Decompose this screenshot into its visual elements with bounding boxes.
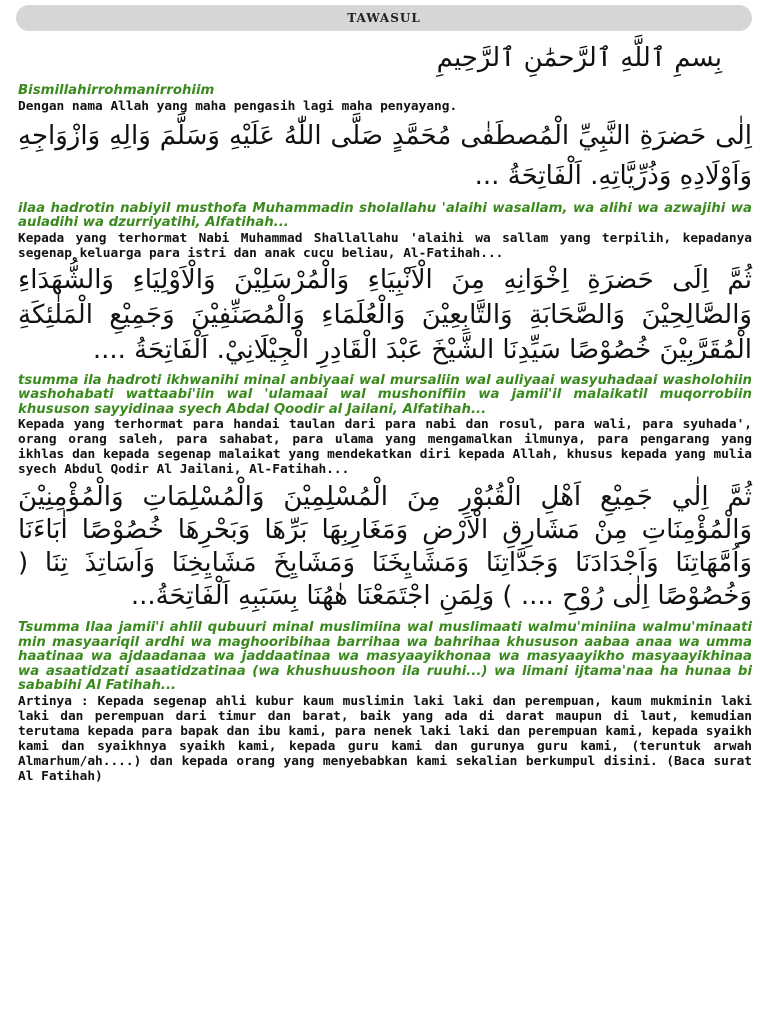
page-title: TAWASUL — [347, 11, 421, 25]
title-bar — [16, 5, 752, 31]
arabic-text: اِلٰى حَضرَةِ النَّبِيِّ الْمُصطَفٰى مُحَمَّدٍ صَلَّى اللّٰهُ عَلَيْهِ وَسَلَّمَ وَالِهِ وَازْوَاجِهِ وَاَوْلَادِهِ وَذُرِّيَّاتِهِ. اَلْفَاتِحَةُ ... — [18, 120, 752, 191]
section-tawasul-nabi — [18, 116, 752, 261]
translation-text: Kepada yang terhormat Nabi Muhammad Shallallahu 'alaihi wa sallam yang terpilih, kepadanya segenap keluarga para istri dan anak cucu beliau, Al-Fatihah... — [18, 230, 752, 261]
section-basmalah — [18, 36, 752, 114]
document-body — [18, 36, 752, 784]
latin-transliteration: Tsumma Ilaa jamii'i ahlil qubuuri minal muslimiina wal muslimaati walmu'miniina walmu'minaati min masyaariqil ardhi wa maghooribihaa barrihaa wa bahrihaa khususon aabaa anaa wa umma haatinaa wa ajdaadanaa wa jaddaatinaa wa masyaayikhonaa wa masyaayikho masyaayikhinaa wa asaatidzati asaatidzatinaa (wa khushuushoon ila ruuhi...) wa limani ijtama'naa ha hunaa bi sababihi Al Fatihah... — [18, 620, 752, 693]
arabic-text: ثُمَّ اِلَى حَضرَةِ اِخْوَانِهِ مِنَ الْاَنْبِيَاءِ وَالْمُرْسَلِيْنَ وَالْاَوْلِيَاءِ وَالشُّهَدَاءِ وَالصَّالِحِيْنَ وَالصَّحَابَةِ وَالتَّابِعِيْنَ وَالْعُلَمَاءِ وَالْمُصَنِّفِيْنَ وَجَمِيْعِ الْمَلٰئِكَةِ الْمُقَرَّبِيْنَ خُصُوْصًا سَيِّدِنَا الشَّيْخَ عَبْدَ الْقَادِرِ الْجِيْلَانِيْ. اَلْفَاتِحَةُ .... — [18, 264, 752, 365]
translation-text: Kepada yang terhormat para handai taulan dari para nabi dan rosul, para wali, para syuhada', orang orang saleh, para sahabat, para ulama yang mengamalkan ilmunya, para pengarang yang ikhlas dan kepada segenap malaikat yang mendekatkan diri kepada Allah, khusus kepada yang mulia syech Abdul Qodir Al Jailani, Al-Fatihah... — [18, 417, 752, 477]
latin-transliteration: ilaa hadrotin nabiyil musthofa Muhammadin sholallahu 'alaihi wasallam, wa alihi wa azwajihi wa auladihi wa dzurriyatihi, Alfatihah... — [18, 200, 752, 230]
latin-transliteration: tsumma ila hadroti ikhwanihi minal anbiyaai wal mursaliin wal auliyaai wasyuhadaai washolohiin washohabati wattaabi'iin wal 'ulamaai wal mushonifiin wa jamii'il malaikatil muqorrobiin khususon sayyidinaa syech Abdal Qoodir al Jailani, Alfatihah... — [18, 372, 752, 417]
arabic-text: بِسمِ ٱللَّهِ ٱلرَّحمَٰنِ ٱلرَّحِيمِ — [436, 43, 722, 73]
section-tawasul-anbiya — [18, 263, 752, 478]
arabic-text: ثُمَّ اِلٰي جَمِيْعِ اَهْلِ الْقُبُوْرِ مِنَ الْمُسْلِمِيْنَ وَالْمُسْلِمَاتِ وَالْمُؤْمِنِيْنَ وَالْمُؤْمِنَاتِ مِنْ مَشَارِقِ الْاَرْضِ وَمَغَارِبِهَا بَرِّهَا وَبَحْرِهَا خُصُوْصًا اٰبَاءَنَا وَاُمَّهَاتِنَا وَاَجْدَادَنَا وَجَدَّاتِنَا وَمَشَايِخَنَا وَمَشَايِخَ مَشَايِخِنَا وَاَسَاتِذَ تِنَا ( وَخُصُوْصًا اِلٰى رُوْحِ .... ) وَلِمَنِ اجْتَمَعْنَا هٰهُنَا بِسَبَبِهِ اَلْفَاتِحَةُ... — [18, 482, 752, 611]
translation-text: Artinya : Kepada segenap ahli kubur kaum muslimin laki laki dan perempuan, kaum mukminin laki laki dan perempuan dari timur dan barat, baik yang ada di darat maupun di laut, kemudian terutama kepada para bapak dan ibu kami, para nenek laki laki dan perempuan kami, kepada syaikh kami dan syaikhnya syaikh kami, kepada guru kami dan gurunya guru kami, (teruntuk arwah Almarhum/ah....) dan kepada orang yang menyebabkan kami sekalian berkumpul disini. (Baca surat Al Fatihah) — [18, 693, 752, 784]
latin-transliteration: Bismillahirrohmanirrohiim — [18, 83, 215, 98]
section-tawasul-ahli-kubur — [18, 481, 752, 784]
translation-text: Dengan nama Allah yang maha pengasih lagi maha penyayang. — [18, 98, 458, 114]
